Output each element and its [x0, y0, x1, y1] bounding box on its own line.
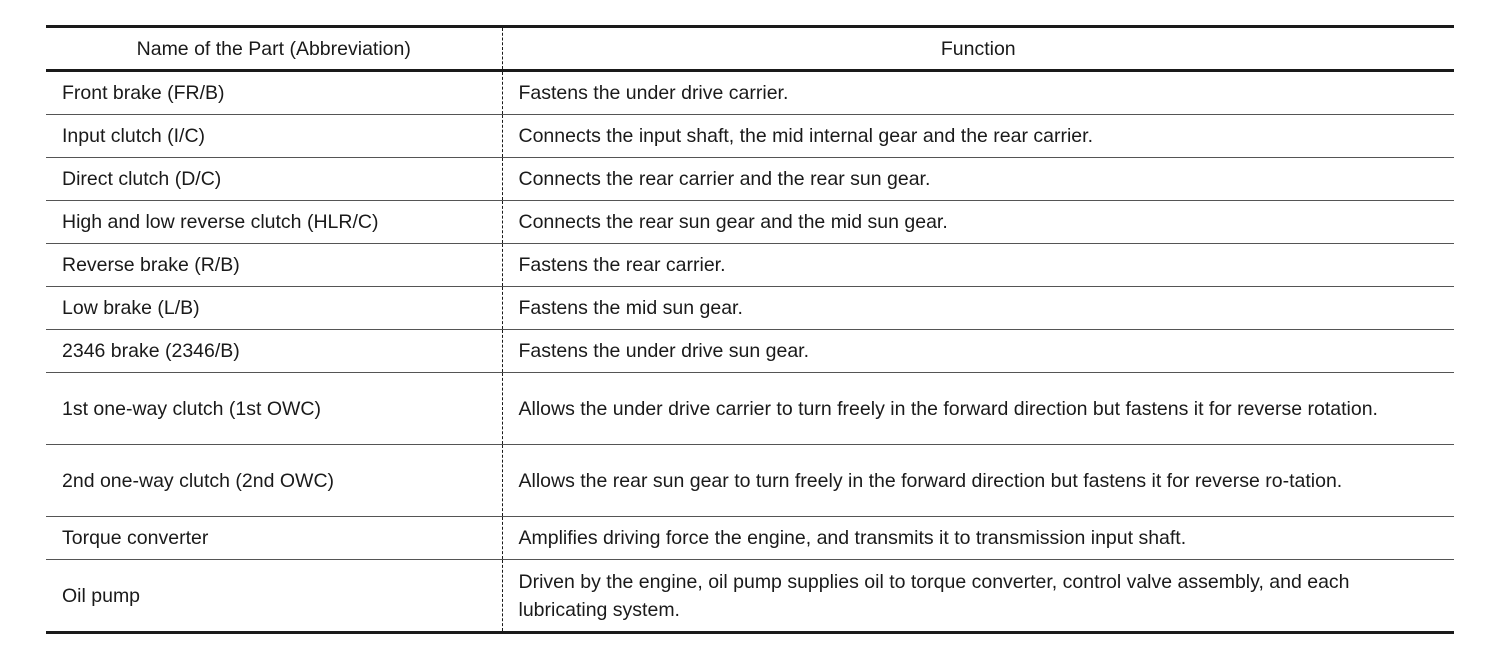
part-name-cell: 2nd one-way clutch (2nd OWC): [46, 445, 502, 517]
function-cell: Fastens the mid sun gear.: [518, 297, 743, 319]
table-row: [46, 158, 1454, 201]
part-name-cell: 2346 brake (2346/B): [46, 330, 502, 373]
table-body: [46, 71, 1454, 633]
function-cell: Connects the rear sun gear and the mid sun gear.: [518, 211, 948, 233]
part-name-cell: Reverse brake (R/B): [46, 244, 502, 287]
function-cell: Allows the under drive carrier to turn freely in the forward direction but fastens it for reverse rotation.: [518, 397, 1378, 420]
table-header: [46, 27, 1454, 71]
part-name-cell: Torque converter: [46, 517, 502, 560]
part-name-cell: Direct clutch (D/C): [46, 158, 502, 201]
table-row: [46, 201, 1454, 244]
function-cell: Allows the rear sun gear to turn freely in the forward direction but fastens it for reverse ro-tation.: [518, 469, 1343, 492]
function-cell: Fastens the under drive sun gear.: [518, 340, 810, 362]
part-name-cell: Low brake (L/B): [46, 287, 502, 330]
function-cell: Fastens the rear carrier.: [518, 254, 726, 276]
part-name-cell: 1st one-way clutch (1st OWC): [46, 373, 502, 445]
part-name-cell: Oil pump: [46, 560, 502, 633]
header-row: [46, 27, 1454, 71]
table-row: [46, 115, 1454, 158]
part-name-cell: Front brake (FR/B): [46, 71, 502, 115]
table-row: [46, 373, 1454, 445]
table-row: [46, 517, 1454, 560]
table-row: [46, 287, 1454, 330]
part-name-cell: Input clutch (I/C): [46, 115, 502, 158]
part-name-cell: High and low reverse clutch (HLR/C): [46, 201, 502, 244]
header-part-name: Name of the Part (Abbreviation): [46, 27, 502, 71]
header-function: Function: [940, 37, 1016, 60]
function-cell: Fastens the under drive carrier.: [518, 82, 789, 104]
function-cell: Amplifies driving force the engine, and transmits it to transmission input shaft.: [518, 527, 1187, 549]
function-cell: Driven by the engine, oil pump supplies oil to torque converter, control valve assembly, and each lubricating system.: [518, 570, 1350, 621]
table-row: [46, 71, 1454, 115]
parts-function-table: [46, 25, 1454, 634]
table-row: [46, 445, 1454, 517]
function-cell: Connects the input shaft, the mid internal gear and the rear carrier.: [518, 125, 1093, 147]
table-row: [46, 560, 1454, 633]
table-row: [46, 244, 1454, 287]
table-row: [46, 330, 1454, 373]
function-cell: Connects the rear carrier and the rear sun gear.: [518, 168, 931, 190]
